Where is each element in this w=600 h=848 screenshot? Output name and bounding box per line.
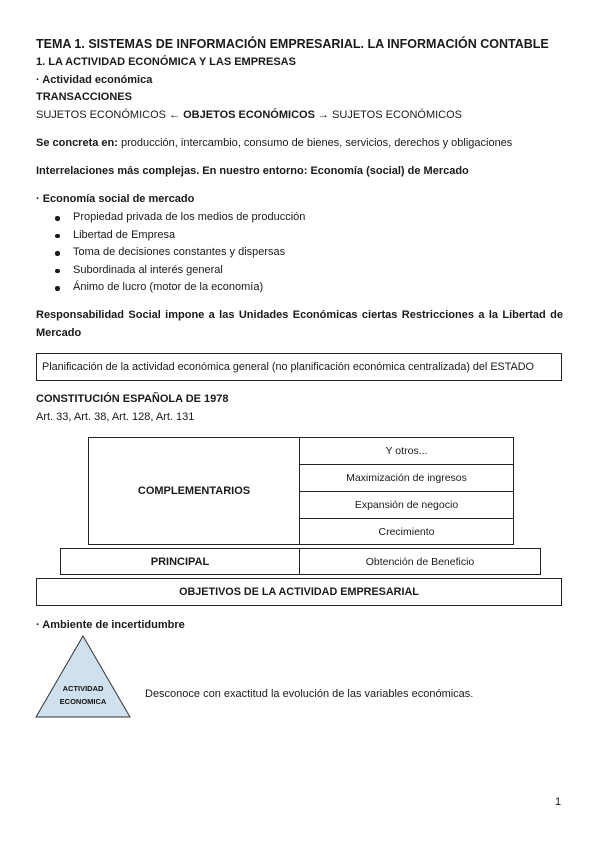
planificacion-box xyxy=(36,353,562,381)
complementarios-cell: COMPLEMENTARIOS xyxy=(88,437,300,545)
list-item: Subordinada al interés general xyxy=(55,262,305,280)
incertidumbre-label: · Ambiente de incertidumbre xyxy=(36,619,185,631)
sujetos-right: → SUJETOS ECONÓMICOS xyxy=(314,109,463,121)
section-title: 1. LA ACTIVIDAD ECONÓMICA Y LAS EMPRESAS xyxy=(36,56,296,68)
triangle-label-line1: ACTIVIDAD xyxy=(62,684,104,693)
objetos-economicos: OBJETOS ECONÓMICOS xyxy=(183,109,315,121)
interrelaciones-line: Interrelaciones más complejas. En nuestro entorno: Economía (social) de Mercado xyxy=(36,165,469,177)
concreta-line xyxy=(36,136,512,150)
complementario-item: Crecimiento xyxy=(299,518,514,545)
responsabilidad-text: Responsabilidad Social impone a las Unidades Económicas ciertas Restricciones a la Libertad de xyxy=(36,309,563,321)
complementario-item: Y otros... xyxy=(299,437,514,465)
principal-value: Obtención de Beneficio xyxy=(299,548,541,575)
economia-social-label: · Economía social de mercado xyxy=(36,193,195,205)
constitucion-title: CONSTITUCIÓN ESPAÑOLA DE 1978 xyxy=(36,393,229,405)
responsabilidad-line1 xyxy=(36,308,563,322)
principal-cell: PRINCIPAL xyxy=(60,548,300,575)
transacciones-heading: TRANSACCIONES xyxy=(36,91,132,103)
list-item: Toma de decisiones constantes y dispersas xyxy=(55,244,305,262)
objetivos-footer: OBJETIVOS DE LA ACTIVIDAD EMPRESARIAL xyxy=(36,578,562,606)
document-title: TEMA 1. SISTEMAS DE INFORMACIÓN EMPRESARIAL. LA INFORMACIÓN CONTABLE xyxy=(36,37,549,51)
complementario-item: Maximización de ingresos xyxy=(299,464,514,492)
triangle-diagram xyxy=(34,634,132,720)
concreta-label: Se concreta en: xyxy=(36,137,118,149)
constitucion-articles: Art. 33, Art. 38, Art. 128, Art. 131 xyxy=(36,411,195,423)
list-item: Libertad de Empresa xyxy=(55,227,305,245)
list-item: Propiedad privada de los medios de producción xyxy=(55,209,305,227)
actividad-label: · Actividad económica xyxy=(36,74,153,86)
incertidumbre-description: Desconoce con exactitud la evolución de las variables económicas. xyxy=(145,688,474,700)
list-item: Ánimo de lucro (motor de la economía) xyxy=(55,279,305,297)
page-number: 1 xyxy=(555,796,562,808)
planificacion-text: Planificación de la actividad económica general (no planificación económica centralizada) del ESTADO xyxy=(42,361,534,373)
sujetos-left: SUJETOS ECONÓMICOS ← xyxy=(36,109,184,121)
sujetos-line xyxy=(36,108,462,122)
responsabilidad-line2: Mercado xyxy=(36,327,82,339)
triangle-label-line2: ECONOMICA xyxy=(59,697,107,706)
concreta-text: producción, intercambio, consumo de bienes, servicios, derechos y obligaciones xyxy=(117,137,513,149)
economia-social-list xyxy=(55,209,305,297)
complementario-item: Expansión de negocio xyxy=(299,491,514,519)
